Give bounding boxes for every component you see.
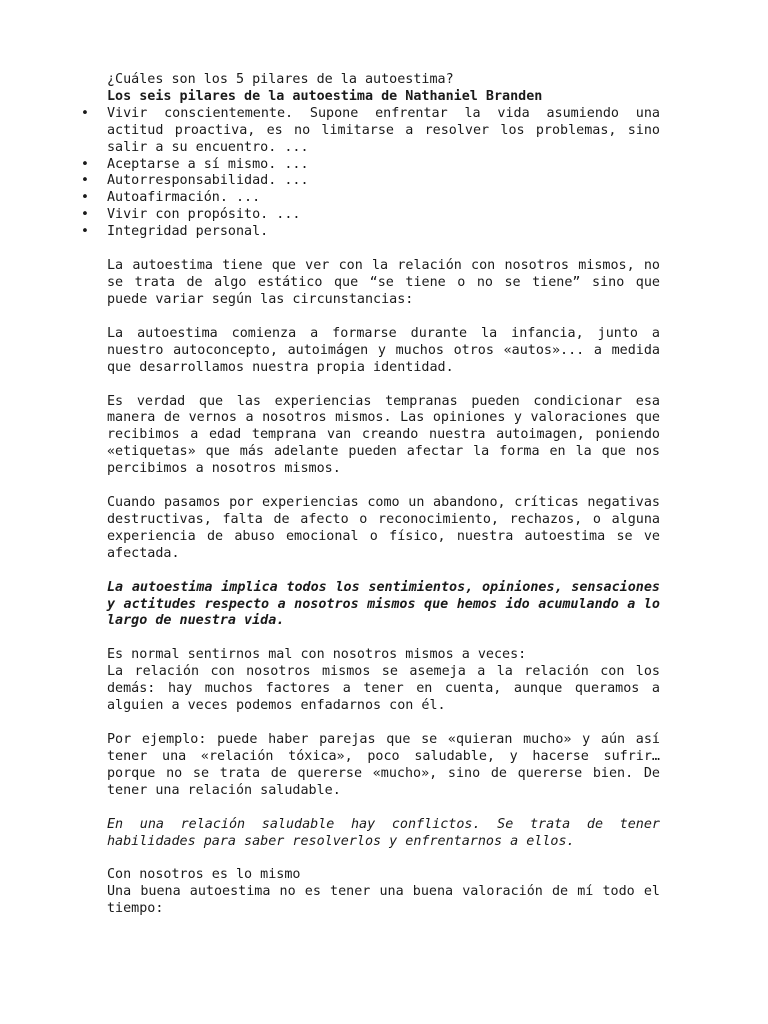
list-item: • Vivir conscientemente. Supone enfrentar la vida asumiendo una actitud proactiva, es no limitarse a resolver los problemas, sino salir a su encuentro. ... (107, 106, 660, 157)
emphasis-paragraph: La autoestima implica todos los sentimientos, opiniones, sensaciones y actitudes respecto a nosotros mismos que hemos ido acumulando a lo largo de nuestra vida. (107, 579, 660, 629)
document-body (107, 72, 660, 918)
list-item: • Autorresponsabilidad. ... (107, 173, 660, 190)
paragraph-line: Es normal sentirnos mal con nosotros mismos a veces: (107, 647, 527, 663)
paragraph: La autoestima comienza a formarse durante la infancia, junto a nuestro autoconcepto, autoimágen y muchos otros «autos»... a medida que desarrollamos nuestra propia identidad. (107, 325, 660, 375)
section-heading: Los seis pilares de la autoestima de Nathaniel Branden (107, 88, 543, 104)
paragraph: Cuando pasamos por experiencias como un abandono, críticas negativas destructivas, falta de afecto o reconocimiento, rechazos, o alguna experiencia de abuso emocional o físico, nuestra autoestima se ve afectada. (107, 495, 660, 561)
paragraph: Una buena autoestima no es tener una buena valoración de mí todo el tiempo: (107, 884, 660, 917)
pillars-list (107, 106, 660, 241)
paragraph: Por ejemplo: puede haber parejas que se «quieran mucho» y aún así tener una «relación tóxica», poco saludable, y hacerse sufrir… porque no se trata de quererse «mucho», sino de quererse bien. De tener una relación saludable. (107, 732, 660, 798)
list-item: • Aceptarse a sí mismo. ... (107, 157, 660, 174)
paragraph: La relación con nosotros mismos se asemeja a la relación con los demás: hay muchos factores a tener en cuenta, aunque queramos a alguien a veces podemos enfadarnos con él. (107, 664, 660, 714)
question-line: ¿Cuáles son los 5 pilares de la autoestima? (107, 72, 454, 87)
italic-paragraph: En una relación saludable hay conflictos. Se trata de tener habilidades para saber resolverlos y enfrentarnos a ellos. (107, 816, 660, 849)
list-item: • Autoafirmación. ... (107, 190, 660, 207)
list-item: • Vivir con propósito. ... (107, 207, 660, 224)
paragraph: La autoestima tiene que ver con la relación con nosotros mismos, no se trata de algo estático que “se tiene o no se tiene” sino que puede variar según las circunstancias: (107, 258, 660, 307)
paragraph-line: Con nosotros es lo mismo (107, 867, 301, 883)
paragraph: Es verdad que las experiencias tempranas pueden condicionar esa manera de vernos a nosotros mismos. Las opiniones y valoraciones que recibimos a edad temprana van creando nuestra autoimagen, poniendo «etiquetas» que más adelante pueden afectar la forma en la que nos percibimos a nosotros mismos. (107, 393, 660, 477)
list-item: • Integridad personal. (107, 224, 660, 241)
